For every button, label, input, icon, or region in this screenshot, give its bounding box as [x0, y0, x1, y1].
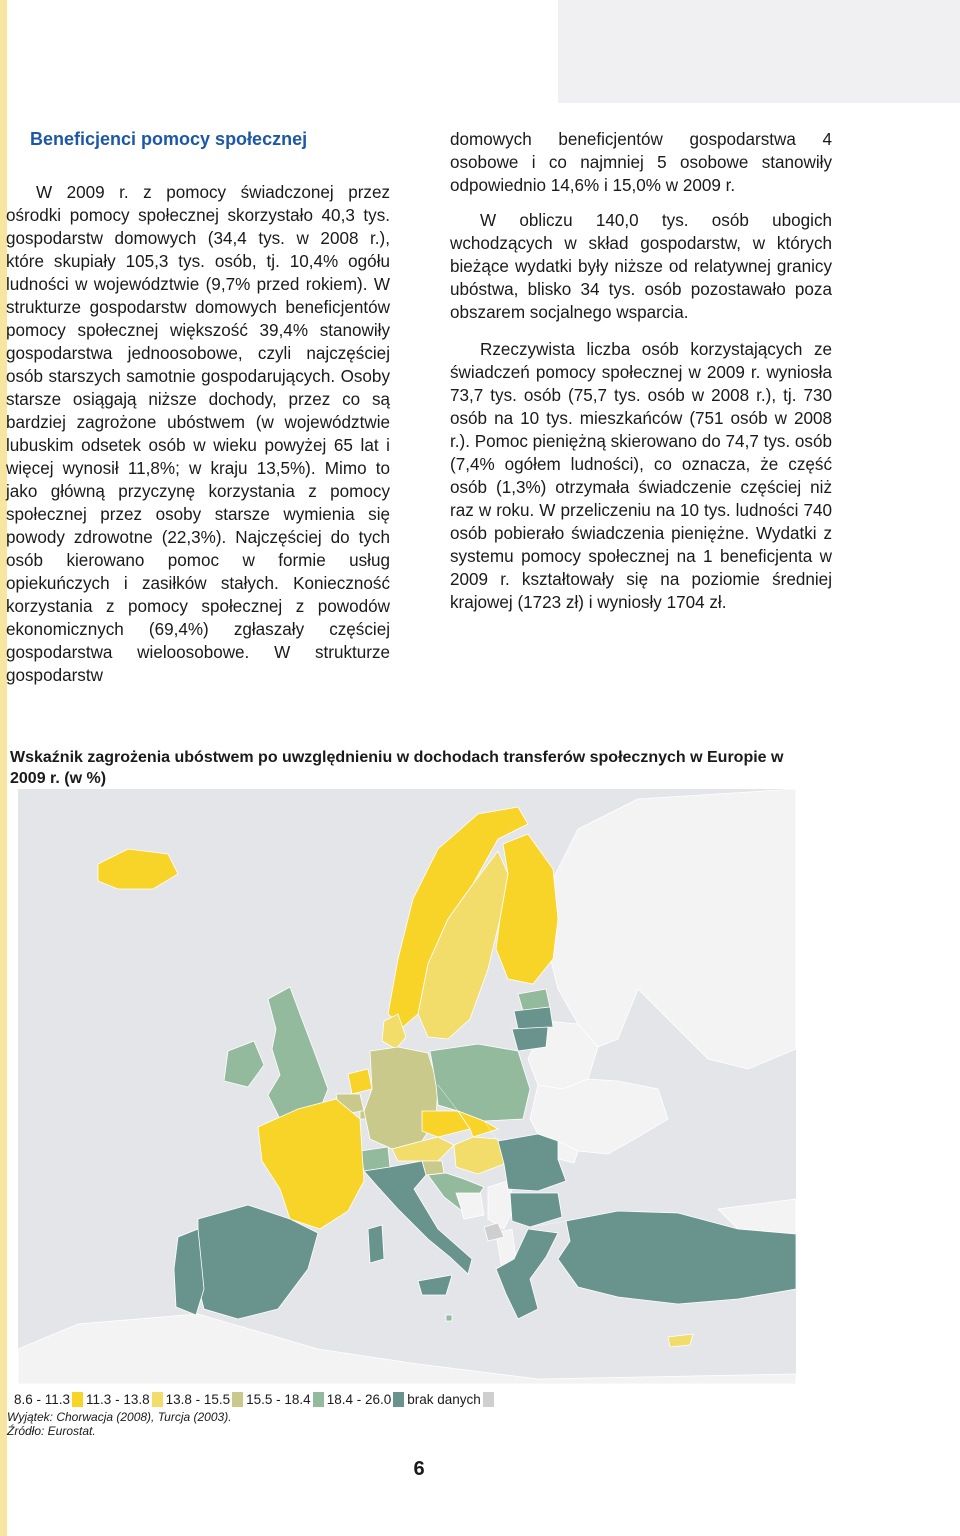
legend-item-5: [324, 1388, 405, 1410]
map-notes: [7, 1410, 232, 1438]
country-lithuania: [512, 1027, 548, 1051]
right-paragraph-2: Rzeczywista liczba osób korzystających ze świadczeń pomocy społecznej w 2009 r. wyniosła 73,7 tys. osób (75,7 tys. osób w 2008 r.), tj. 730 osób na 10 tys. mieszkańców (751 osób w 2008 r.). Pomoc pieniężną skierowano do 74,7 tys. osób (7,4% ogółem ludności), co oznacza, że część osób (1,3%) otrzymała świadczenie częściej niż raz w roku. W przeliczeniu na 10 tys. ludności 740 osób pobierało świadczenia pieniężne. Wydatki z systemu pomocy społecznej na 1 beneficjenta w 2009 r. kształtowały się na poziomie średniej krajowej (1723 zł) i wyniosły 1704 zł.: [450, 340, 832, 612]
legend-swatch: [313, 1392, 324, 1407]
country-netherlands: [348, 1069, 372, 1094]
legend-item-2: [83, 1388, 163, 1410]
legend-label: 15.5 - 18.4: [246, 1391, 311, 1407]
country-romania: [498, 1134, 566, 1191]
legend-swatch: [483, 1392, 494, 1407]
source-note: Źródło: Eurostat.: [7, 1424, 96, 1438]
left-paragraph: W 2009 r. z pomocy świadczonej przez ośrodki pomocy społecznej skorzystało 40,3 tys. gospodarstw domowych (34,4 tys. w 2008 r.), które skupiały 105,3 tys. osób, tj. 10,4% ogółu ludności w województwie (9,7% przed rokiem). W strukturze gospodarstw domowych beneficjentów pomocy społecznej większość 39,4% stanowiły gospodarstwa jednoosobowe, czyli najczęściej osób starszych samotnie gospodarujących. Osoby starsze osiągają niższe dochody, przez co są bardziej zagrożone ubóstwem (w województwie lubuskim odsetek osób w wieku powyżej 65 lat i więcej wynosił 11,8%; w kraju 13,5%). Mimo to jako główną przyczynę korzystania z pomocy społecznej przez osoby starsze wymienia się powody zdrowotne (22,3%). Najczęściej do tych osób kierowano pomoc w formie usług opiekuńczych i zasiłków stałych. Konieczność korzystania z pomocy społecznej z powodów ekonomicznych (69,4%) zgłaszały częściej gospodarstwa wieloosobowe. W strukturze gospodarstw: [6, 183, 390, 685]
map-svg: [18, 789, 796, 1384]
legend-swatch: [393, 1392, 404, 1407]
country-latvia: [514, 1007, 553, 1029]
map-title: Wskaźnik zagrożenia ubóstwem po uwzględnieniu w dochodach transferów społecznych w Europie w 2009 r. (w %): [10, 749, 784, 787]
europe-map: [18, 789, 796, 1384]
legend-label: 11.3 - 13.8: [86, 1391, 150, 1407]
map-legend: [0, 1388, 494, 1410]
left-text-column: [6, 128, 390, 687]
legend-label: 13.8 - 15.5: [165, 1391, 231, 1407]
legend-item-1: [0, 1388, 83, 1410]
legend-swatch: [152, 1392, 163, 1407]
legend-item-6: [404, 1388, 494, 1410]
country-germany: [364, 1047, 438, 1149]
right-text-column: [450, 128, 832, 614]
country-portugal: [174, 1229, 204, 1315]
corner-decoration: [558, 0, 960, 103]
page-number: [408, 1456, 430, 1478]
legend-label: 18.4 - 26.0: [326, 1391, 392, 1407]
right-continuation: domowych beneficjentów gospodarstwa 4 osobowe i co najmniej 5 osobowe stanowiły odpowiednio 14,6% i 15,0% w 2009 r.: [450, 130, 832, 195]
page-number-text: 9: [413, 1456, 425, 1478]
legend-item-4: [243, 1388, 324, 1410]
exception-note: Wyjątek: Chorwacja (2008), Turcja (2003).: [7, 1410, 232, 1424]
legend-item-3: [163, 1388, 244, 1410]
legend-label: brak danych: [407, 1391, 481, 1407]
country-sardinia: [368, 1225, 384, 1263]
legend-swatch: [232, 1392, 243, 1407]
country-malta: [446, 1315, 452, 1321]
section-heading: Beneficjenci pomocy społecznej: [30, 129, 308, 149]
legend-label: 8.6 - 11.3: [14, 1391, 71, 1407]
right-paragraph-1: W obliczu 140,0 tys. osób ubogich wchodzących w skład gospodarstw, w których bieżące wydatki były niższe od relatywnej granicy ubóstwa, blisko 34 tys. osób pozostawało poza obszarem socjalnego wsparcia.: [450, 211, 832, 322]
legend-swatch: [72, 1392, 83, 1407]
